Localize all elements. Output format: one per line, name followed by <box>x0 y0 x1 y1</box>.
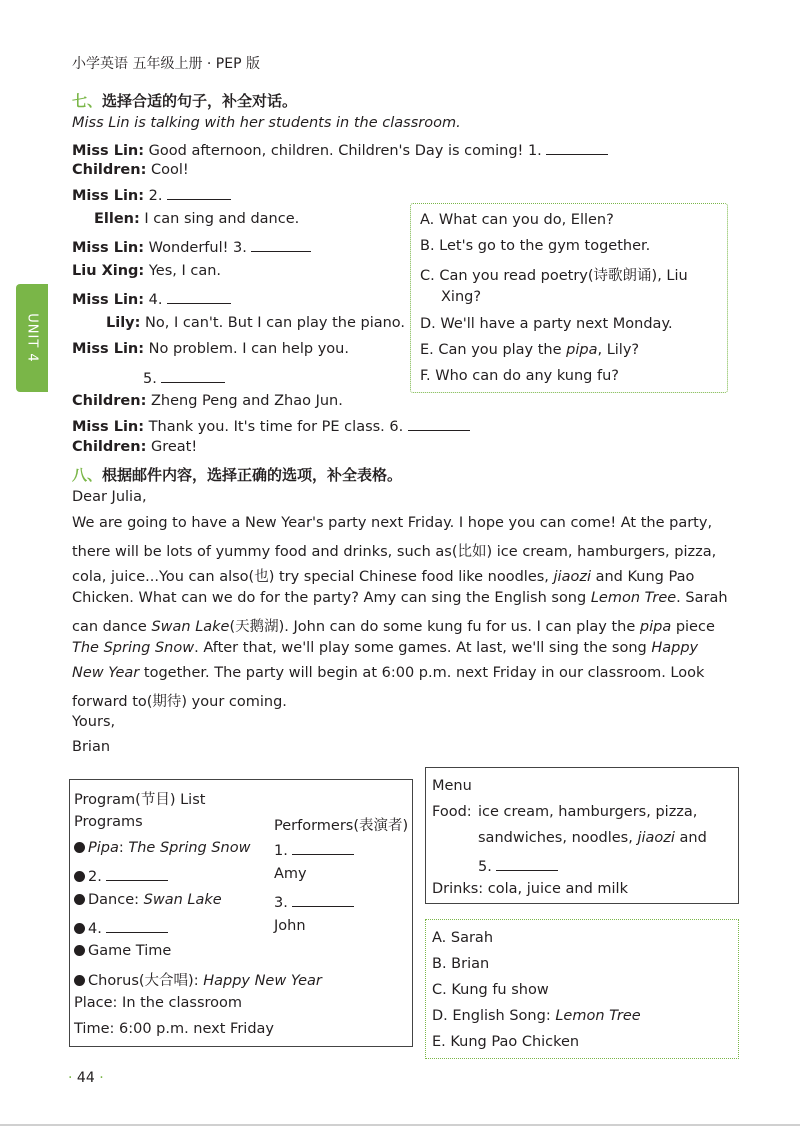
dot-icon: · <box>99 1070 104 1086</box>
dialogue-line-10 <box>143 368 225 387</box>
speaker: Children: <box>72 439 147 455</box>
unit-tab-label: UNIT 4 <box>24 313 40 363</box>
section-7-scene: Miss Lin is talking with her students in the classroom. <box>72 115 461 131</box>
choice-e: E. Kung Pao Chicken <box>432 1034 580 1050</box>
answer-blank-p4[interactable] <box>106 918 168 933</box>
text-italic: Lemon Tree <box>555 1008 641 1024</box>
text-italic: The Spring Snow <box>72 640 195 656</box>
option-e-text: E. Can you play the <box>420 342 567 358</box>
performer: 3. <box>274 895 288 911</box>
option-e-tail: , Lily? <box>597 342 640 358</box>
line-text: Wonderful! 3. <box>148 240 247 256</box>
program-row-1 <box>74 840 250 856</box>
program-row-4 <box>74 918 168 937</box>
performer-row-1 <box>274 840 354 859</box>
line-text: 5. <box>143 371 157 387</box>
answer-blank-5[interactable] <box>161 368 225 383</box>
bullet-icon <box>74 871 85 882</box>
dialogue-line-13 <box>72 439 197 455</box>
line-text: Great! <box>151 439 198 455</box>
line-text: Yes, I can. <box>148 263 222 279</box>
section-8-title: 根据邮件内容，选择正确的选项，补全表格。 <box>102 466 403 484</box>
page-number-text: 44 <box>76 1070 95 1086</box>
speaker: Ellen: <box>94 211 140 227</box>
bullet-icon <box>74 975 85 986</box>
program-row-2 <box>74 866 168 885</box>
menu-box <box>425 767 739 904</box>
dialogue-line-3 <box>72 185 231 204</box>
letter-line-3 <box>72 565 694 586</box>
speaker: Miss Lin: <box>72 341 145 357</box>
letter-line-5 <box>72 615 715 636</box>
letter-line-1: We are going to have a New Year's party next Friday. I hope you can come! At the party, <box>72 515 713 531</box>
line-text: No problem. I can help you. <box>148 341 349 357</box>
text-italic: Happy <box>651 640 699 656</box>
bullet-icon <box>74 945 85 956</box>
bullet-icon <box>74 923 85 934</box>
option-c-cont: Xing? <box>441 289 482 305</box>
speaker: Miss Lin: <box>72 292 145 308</box>
bullet-icon <box>74 842 85 853</box>
program-row-5 <box>74 943 171 959</box>
section-8-number: 八、 <box>72 466 103 484</box>
line-text: 2. <box>148 188 163 204</box>
dialogue-line-8 <box>106 315 405 331</box>
options-box <box>410 203 728 393</box>
speaker: Lily: <box>106 315 141 331</box>
choice-d <box>432 1008 641 1024</box>
answer-blank-4[interactable] <box>167 289 231 304</box>
unit-tab <box>16 284 48 392</box>
program-list-box <box>69 779 413 1047</box>
option-a: A. What can you do, Ellen? <box>420 212 614 228</box>
text: can dance <box>72 619 152 635</box>
line-text: 4. <box>148 292 163 308</box>
menu-food-line-1: ice cream, hamburgers, pizza, <box>478 804 698 820</box>
section-7-title: 选择合适的句子，补全对话。 <box>102 92 298 110</box>
letter-line-7 <box>72 665 704 681</box>
letter-line-2: there will be lots of yummy food and drinks, such as(比如) ice cream, hamburgers, pizza, <box>72 544 717 560</box>
program-row-6 <box>74 969 322 990</box>
speaker: Miss Lin: <box>72 419 145 435</box>
text-italic: jiaozi <box>637 830 675 846</box>
section-7-number: 七、 <box>72 92 103 110</box>
bullet-icon <box>74 894 85 905</box>
dialogue-line-7 <box>72 289 231 308</box>
speaker: Children: <box>72 393 147 409</box>
menu-drinks: Drinks: cola, juice and milk <box>432 881 628 897</box>
text: (天鹅湖). John can do some kung fu for us. I can play the <box>229 619 640 635</box>
answer-blank-p3[interactable] <box>292 892 354 907</box>
col-performers: Performers(表演者) <box>274 818 409 834</box>
performer-row-2: Amy <box>274 866 307 882</box>
letter-signature: Brian <box>72 739 111 755</box>
performer-row-4: John <box>274 918 306 934</box>
text: D. English Song: <box>432 1008 556 1024</box>
answer-blank-p2[interactable] <box>106 866 168 881</box>
line-text: I can sing and dance. <box>144 211 300 227</box>
choice-b: B. Brian <box>432 956 490 972</box>
program: : <box>118 840 129 856</box>
option-e <box>420 342 639 358</box>
program: The Spring Snow <box>128 840 251 856</box>
line-text: No, I can't. But I can play the piano. <box>145 315 406 331</box>
text: and <box>674 830 707 846</box>
choice-a: A. Sarah <box>432 930 494 946</box>
program: Dance: <box>88 892 144 908</box>
text-italic: jiaozi <box>553 569 591 585</box>
program-time: Time: 6:00 p.m. next Friday <box>74 1021 274 1037</box>
bottom-rule <box>0 1124 800 1126</box>
text: 5. <box>478 859 492 875</box>
text: sandwiches, noodles, <box>478 830 638 846</box>
speaker: Miss Lin: <box>72 188 145 204</box>
program: Swan Lake <box>143 892 222 908</box>
text-italic: Swan Lake <box>151 619 230 635</box>
letter-line-6 <box>72 640 698 656</box>
dot-icon: · <box>68 1070 73 1086</box>
program: Happy New Year <box>203 973 322 989</box>
program: Pipa <box>88 840 119 856</box>
menu-food-label: Food: <box>432 804 472 820</box>
menu-food-line-2 <box>478 830 707 846</box>
program-row-3 <box>74 892 222 908</box>
performer: 1. <box>274 843 288 859</box>
line-text: Zheng Peng and Zhao Jun. <box>151 393 343 409</box>
letter-line-4 <box>72 590 728 606</box>
text: and Kung Pao <box>591 569 695 585</box>
answer-blank-1[interactable] <box>546 140 608 155</box>
menu-title: Menu <box>432 778 472 794</box>
letter-line-8: forward to(期待) your coming. <box>72 694 287 710</box>
book-header: 小学英语 五年级上册 · PEP 版 <box>72 56 260 72</box>
dialogue-line-5 <box>72 237 311 256</box>
performer-row-3 <box>274 892 354 911</box>
answer-blank-m5[interactable] <box>496 856 558 871</box>
dialogue-line-11 <box>72 393 343 409</box>
dialogue-line-4 <box>94 211 299 227</box>
option-f: F. Who can do any kung fu? <box>420 368 619 384</box>
line-text: Good afternoon, children. Children's Day is coming! 1. <box>148 143 542 159</box>
option-c: C. Can you read poetry(诗歌朗诵), Liu <box>420 268 688 284</box>
text: together. The party will begin at 6:00 p.m. next Friday in our classroom. Look <box>139 665 705 681</box>
speaker: Miss Lin: <box>72 143 145 159</box>
answer-blank-3[interactable] <box>251 237 311 252</box>
section-7-heading <box>72 90 297 111</box>
program: 2. <box>88 869 102 885</box>
col-programs: Programs <box>74 814 143 830</box>
text: . Sarah <box>676 590 728 606</box>
dialogue-line-12 <box>72 416 470 435</box>
menu-food-line-3 <box>478 856 558 875</box>
speaker: Liu Xing: <box>72 263 145 279</box>
program-place: Place: In the classroom <box>74 995 243 1011</box>
line-text: Cool! <box>151 162 189 178</box>
program: 4. <box>88 921 102 937</box>
choices-box <box>425 919 739 1059</box>
text-italic: New Year <box>72 665 140 681</box>
section-8-heading <box>72 464 402 485</box>
text: Chicken. What can we do for the party? Amy can sing the English song <box>72 590 591 606</box>
answer-blank-p1[interactable] <box>292 840 354 855</box>
letter-closing: Yours, <box>72 714 116 730</box>
option-e-italic: pipa <box>566 342 598 358</box>
program: Chorus(大合唱): <box>88 973 204 989</box>
program-list-title: Program(节目) List <box>74 792 206 808</box>
line-text: Thank you. It's time for PE class. 6. <box>148 419 404 435</box>
text: cola, juice...You can also(也) try special Chinese food like noodles, <box>72 569 554 585</box>
dialogue-line-1 <box>72 140 608 159</box>
text-italic: Lemon Tree <box>590 590 677 606</box>
dialogue-line-6 <box>72 263 221 279</box>
program: Game Time <box>88 943 172 959</box>
speaker: Miss Lin: <box>72 240 145 256</box>
answer-blank-2[interactable] <box>167 185 231 200</box>
answer-blank-6[interactable] <box>408 416 470 431</box>
text: piece <box>671 619 715 635</box>
speaker: Children: <box>72 162 147 178</box>
choice-c: C. Kung fu show <box>432 982 549 998</box>
dialogue-line-9 <box>72 341 349 357</box>
text-italic: pipa <box>639 619 672 635</box>
text: . After that, we'll play some games. At last, we'll sing the song <box>194 640 652 656</box>
option-d: D. We'll have a party next Monday. <box>420 316 673 332</box>
letter-greeting: Dear Julia, <box>72 489 147 505</box>
option-b: B. Let's go to the gym together. <box>420 238 651 254</box>
page-number <box>68 1070 104 1086</box>
dialogue-line-2 <box>72 162 189 178</box>
